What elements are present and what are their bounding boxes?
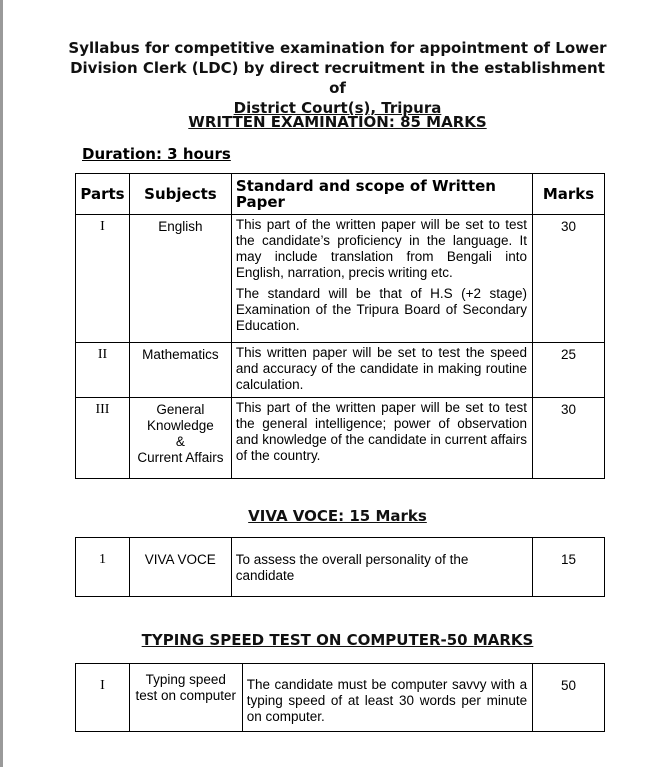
marks: 15 — [533, 538, 605, 597]
scope-paragraph: This written paper will be set to test the speed and accuracy of the candidate in making routine calculation. — [235, 345, 528, 392]
scope-paragraph: This part of the written paper will be set to test the general intelligence; power of observation and knowledge of the candidate in current affairs of the country. — [235, 400, 528, 463]
written-exam-heading: WRITTEN EXAMINATION: 85 MARKS — [188, 113, 487, 131]
part-number: II — [76, 343, 130, 398]
page-edge — [0, 0, 3, 767]
scope-description — [231, 215, 532, 343]
table-row — [76, 343, 605, 398]
scope-paragraph: The standard will be that of H.S (+2 stage) Examination of the Tripura Board of Secondary Education. — [235, 286, 528, 333]
table-row — [76, 398, 605, 479]
scope-description — [231, 398, 532, 479]
table-header-row — [76, 174, 605, 215]
viva-voce-heading: VIVA VOCE: 15 Marks — [248, 507, 427, 525]
viva-voce-table — [75, 537, 605, 597]
scope-description: The candidate must be computer savvy with a typing speed of at least 30 words per minute on computer. — [242, 664, 532, 732]
title-line-3: District Court(s), Tripura — [233, 99, 442, 117]
table-row — [76, 664, 605, 732]
title-line-1: Syllabus for competitive examination for appointment of Lower — [68, 39, 607, 57]
table-row — [76, 538, 605, 597]
marks: 25 — [533, 343, 605, 398]
marks: 30 — [533, 398, 605, 479]
part-number: III — [76, 398, 130, 479]
col-scope-header: Standard and scope of Written Paper — [231, 174, 532, 215]
subject — [129, 664, 242, 732]
duration-label: Duration: 3 hours — [82, 145, 231, 163]
subject-line: Knowledge — [147, 418, 214, 433]
subject-line: General — [156, 402, 205, 417]
subject: VIVA VOCE — [129, 538, 231, 597]
marks: 30 — [533, 215, 605, 343]
col-subjects-header: Subjects — [129, 174, 231, 215]
subject — [129, 398, 231, 479]
part-number: I — [76, 215, 130, 343]
subject: English — [129, 215, 231, 343]
scope-paragraph: This part of the written paper will be set to test the candidate’s proficiency in the language. It may include translation from Bengali into English, narration, precis writing etc. — [235, 217, 528, 280]
table-row — [76, 215, 605, 343]
subject-line: Current Affairs — [137, 450, 224, 465]
typing-test-table — [75, 663, 605, 732]
scope-description: To assess the overall personality of the candidate — [231, 538, 532, 597]
subject: Mathematics — [129, 343, 231, 398]
subject-line: test on computer — [135, 688, 237, 703]
col-parts-header: Parts — [76, 174, 130, 215]
written-exam-table — [75, 173, 605, 479]
part-number: 1 — [76, 538, 130, 597]
subject-line: & — [175, 434, 185, 449]
part-number: I — [76, 664, 130, 732]
title-line-2: Division Clerk (LDC) by direct recruitment in the establishment of — [70, 59, 605, 97]
subject-line: Typing speed — [145, 672, 226, 687]
col-marks-header: Marks — [533, 174, 605, 215]
marks: 50 — [533, 664, 605, 732]
scope-description — [231, 343, 532, 398]
typing-test-heading: TYPING SPEED TEST ON COMPUTER-50 MARKS — [141, 631, 534, 649]
document-title — [60, 38, 615, 118]
